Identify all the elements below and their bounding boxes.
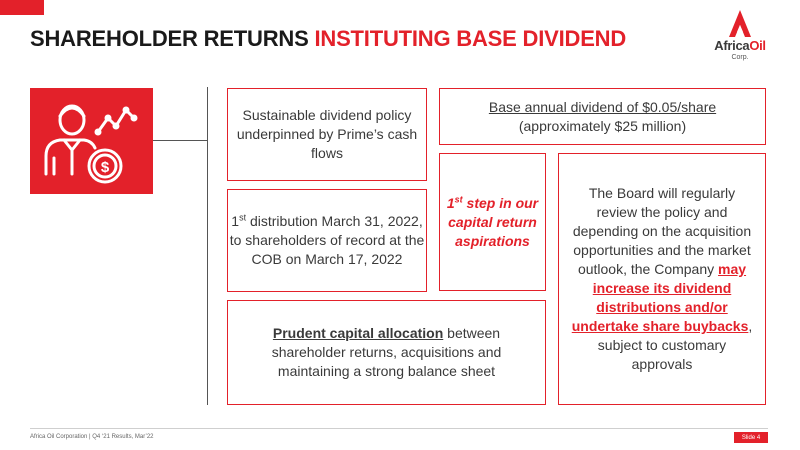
title-highlight: INSTITUTING BASE DIVIDEND (314, 26, 627, 51)
corner-accent (0, 0, 44, 15)
policy-text: Sustainable dividend policy underpinned by Prime’s cash flows (236, 107, 418, 161)
connector-vertical (207, 87, 208, 405)
prudent-text: between shareholder returns, acquisitions and maintaining a strong balance sheet (271, 325, 502, 379)
prudent-box (227, 300, 546, 405)
logo-sub: Corp. (731, 54, 749, 61)
policy-box (227, 88, 427, 181)
distribution-sup: st (239, 212, 247, 223)
title-main: SHAREHOLDER RETURNS (30, 26, 309, 51)
distribution-box (227, 189, 427, 292)
icon-panel (30, 88, 153, 194)
base-dividend-sub: (approximately $25 million) (518, 117, 687, 134)
slide-number: Slide 4 (734, 432, 768, 443)
logo-wordmark (700, 38, 780, 53)
base-dividend-heading: Base annual dividend of $0.05/share (488, 98, 717, 115)
connector-horizontal (153, 140, 208, 141)
prudent-emphasis: Prudent capital allocation (272, 325, 444, 341)
board-text-post: , subject to customary approvals (597, 318, 753, 372)
first-step-num: 1 (446, 194, 455, 211)
page-title (30, 26, 626, 52)
first-step-sup: st (454, 193, 463, 204)
svg-text:$: $ (100, 159, 110, 176)
investor-growth-dollar-icon (30, 88, 153, 194)
company-logo (700, 8, 780, 68)
footer-divider (30, 428, 768, 429)
board-text-emphasis: may increase its dividend distributions and/or undertake share buybacks (571, 261, 749, 334)
board-text-pre: The Board will regularly review the policy and depending on the acquisition opportunities and the market outlook, the Company (572, 185, 752, 277)
footer-text: Africa Oil Corporation | Q4 ‘21 Results, Mar’22 (30, 434, 154, 440)
first-step-box (439, 153, 546, 291)
logo-part1: Africa (714, 38, 750, 53)
africa-oil-logo-icon (700, 8, 780, 38)
distribution-num: 1 (231, 213, 240, 229)
board-box (558, 153, 766, 405)
first-step-text: step in our capital return aspirations (448, 194, 539, 249)
base-dividend-box (439, 88, 766, 145)
distribution-text: distribution March 31, 2022, to shareholders of record at the COB on March 17, 2022 (229, 213, 425, 267)
logo-part2: Oil (749, 38, 766, 53)
